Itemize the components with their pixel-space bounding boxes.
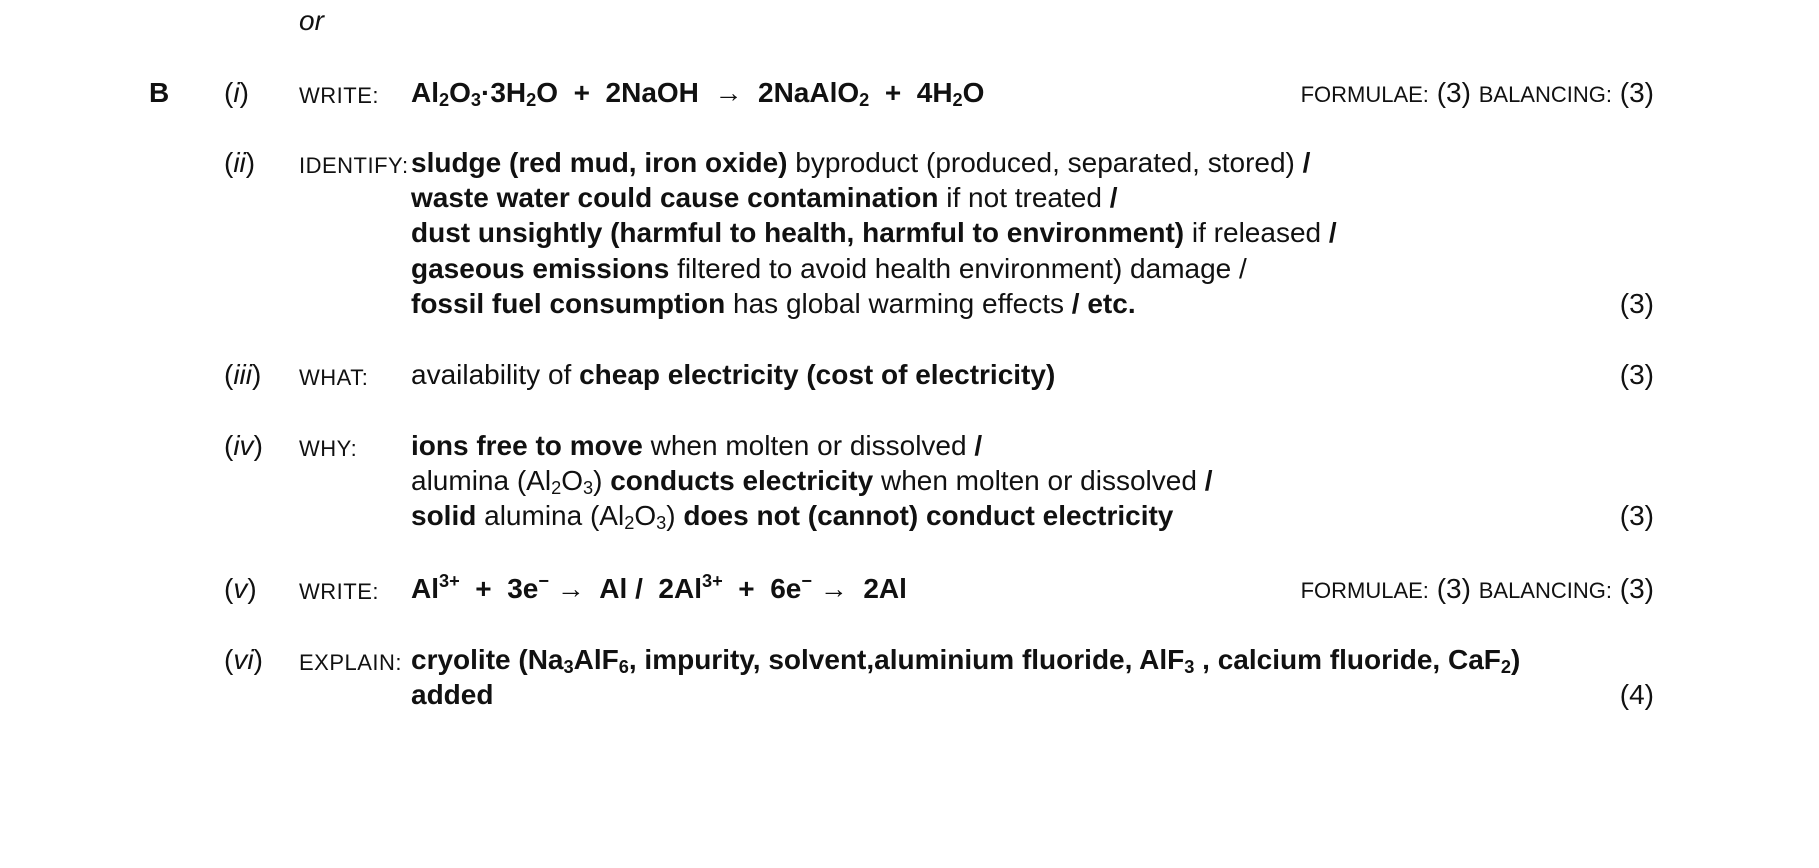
item-number-v: (v): [224, 573, 257, 604]
command-word-identify: IDENTIFY:: [299, 153, 409, 178]
or-text: or: [299, 5, 324, 36]
answer-line: gaseous emissions filtered to avoid health environment) damage /: [411, 253, 1247, 284]
marks-vi: (4): [1619, 679, 1654, 710]
equation-cathode: $Al^{3+} + 3e^- \to Al / 2Al^{3+} + 6e^- \to 2Al$: [411, 571, 907, 604]
answer-line: fossil fuel consumption has global warming effects / etc.: [411, 288, 1136, 319]
command-word-explain: EXPLAIN:: [299, 650, 403, 675]
answer-line: alumina $(Al_2O_3)$ conducts electricity when molten or dissolved /: [411, 465, 1213, 498]
answer-line: added: [411, 679, 494, 710]
section-letter: B: [149, 77, 170, 108]
answer-line: sludge (red mud, iron oxide) byproduct (produced, separated, stored) /: [411, 147, 1311, 178]
item-number-iv: (iv): [224, 430, 263, 461]
item-number-i: (i): [224, 77, 249, 108]
marks-formulae-balancing-i: FORMULAE: (3) BALANCING: (3): [1300, 77, 1654, 108]
command-word-what: WHAT:: [299, 365, 369, 390]
answer-line: solid alumina $(Al_2O_3)$ does not (cannot) conduct electricity: [411, 500, 1174, 533]
answer-line: waste water could cause contamination if not treated /: [411, 182, 1118, 213]
marks-iii: (3): [1619, 359, 1654, 390]
item-number-vi: (vi): [224, 644, 263, 675]
answer-line: dust unsightly (harmful to health, harmful to environment) if released /: [411, 217, 1337, 248]
command-word-why: WHY:: [299, 436, 358, 461]
answer-line: ions free to move when molten or dissolved /: [411, 430, 983, 461]
marks-ii: (3): [1619, 288, 1654, 319]
equation-bayer-process: $Al_2O_3\cdot 3H_2O$ + 2NaOH → 2NaAlO$_2$ + $4H_2O$: [411, 77, 985, 110]
answer-line: availability of cheap electricity (cost of electricity): [411, 359, 1056, 390]
answer-line: cryolite ($Na_3AlF_6$, impurity, solvent,aluminium fluoride, AlF$_3$ , calcium fluoride, CaF$_2$): [411, 644, 1521, 677]
command-word-write: WRITE:: [299, 83, 379, 108]
marks-formulae-balancing-v: FORMULAE: (3) BALANCING: (3): [1300, 573, 1654, 604]
item-number-ii: (ii): [224, 147, 256, 178]
command-word-write: WRITE:: [299, 579, 379, 604]
item-number-iii: (iii): [224, 359, 262, 390]
marks-iv: (3): [1619, 500, 1654, 531]
